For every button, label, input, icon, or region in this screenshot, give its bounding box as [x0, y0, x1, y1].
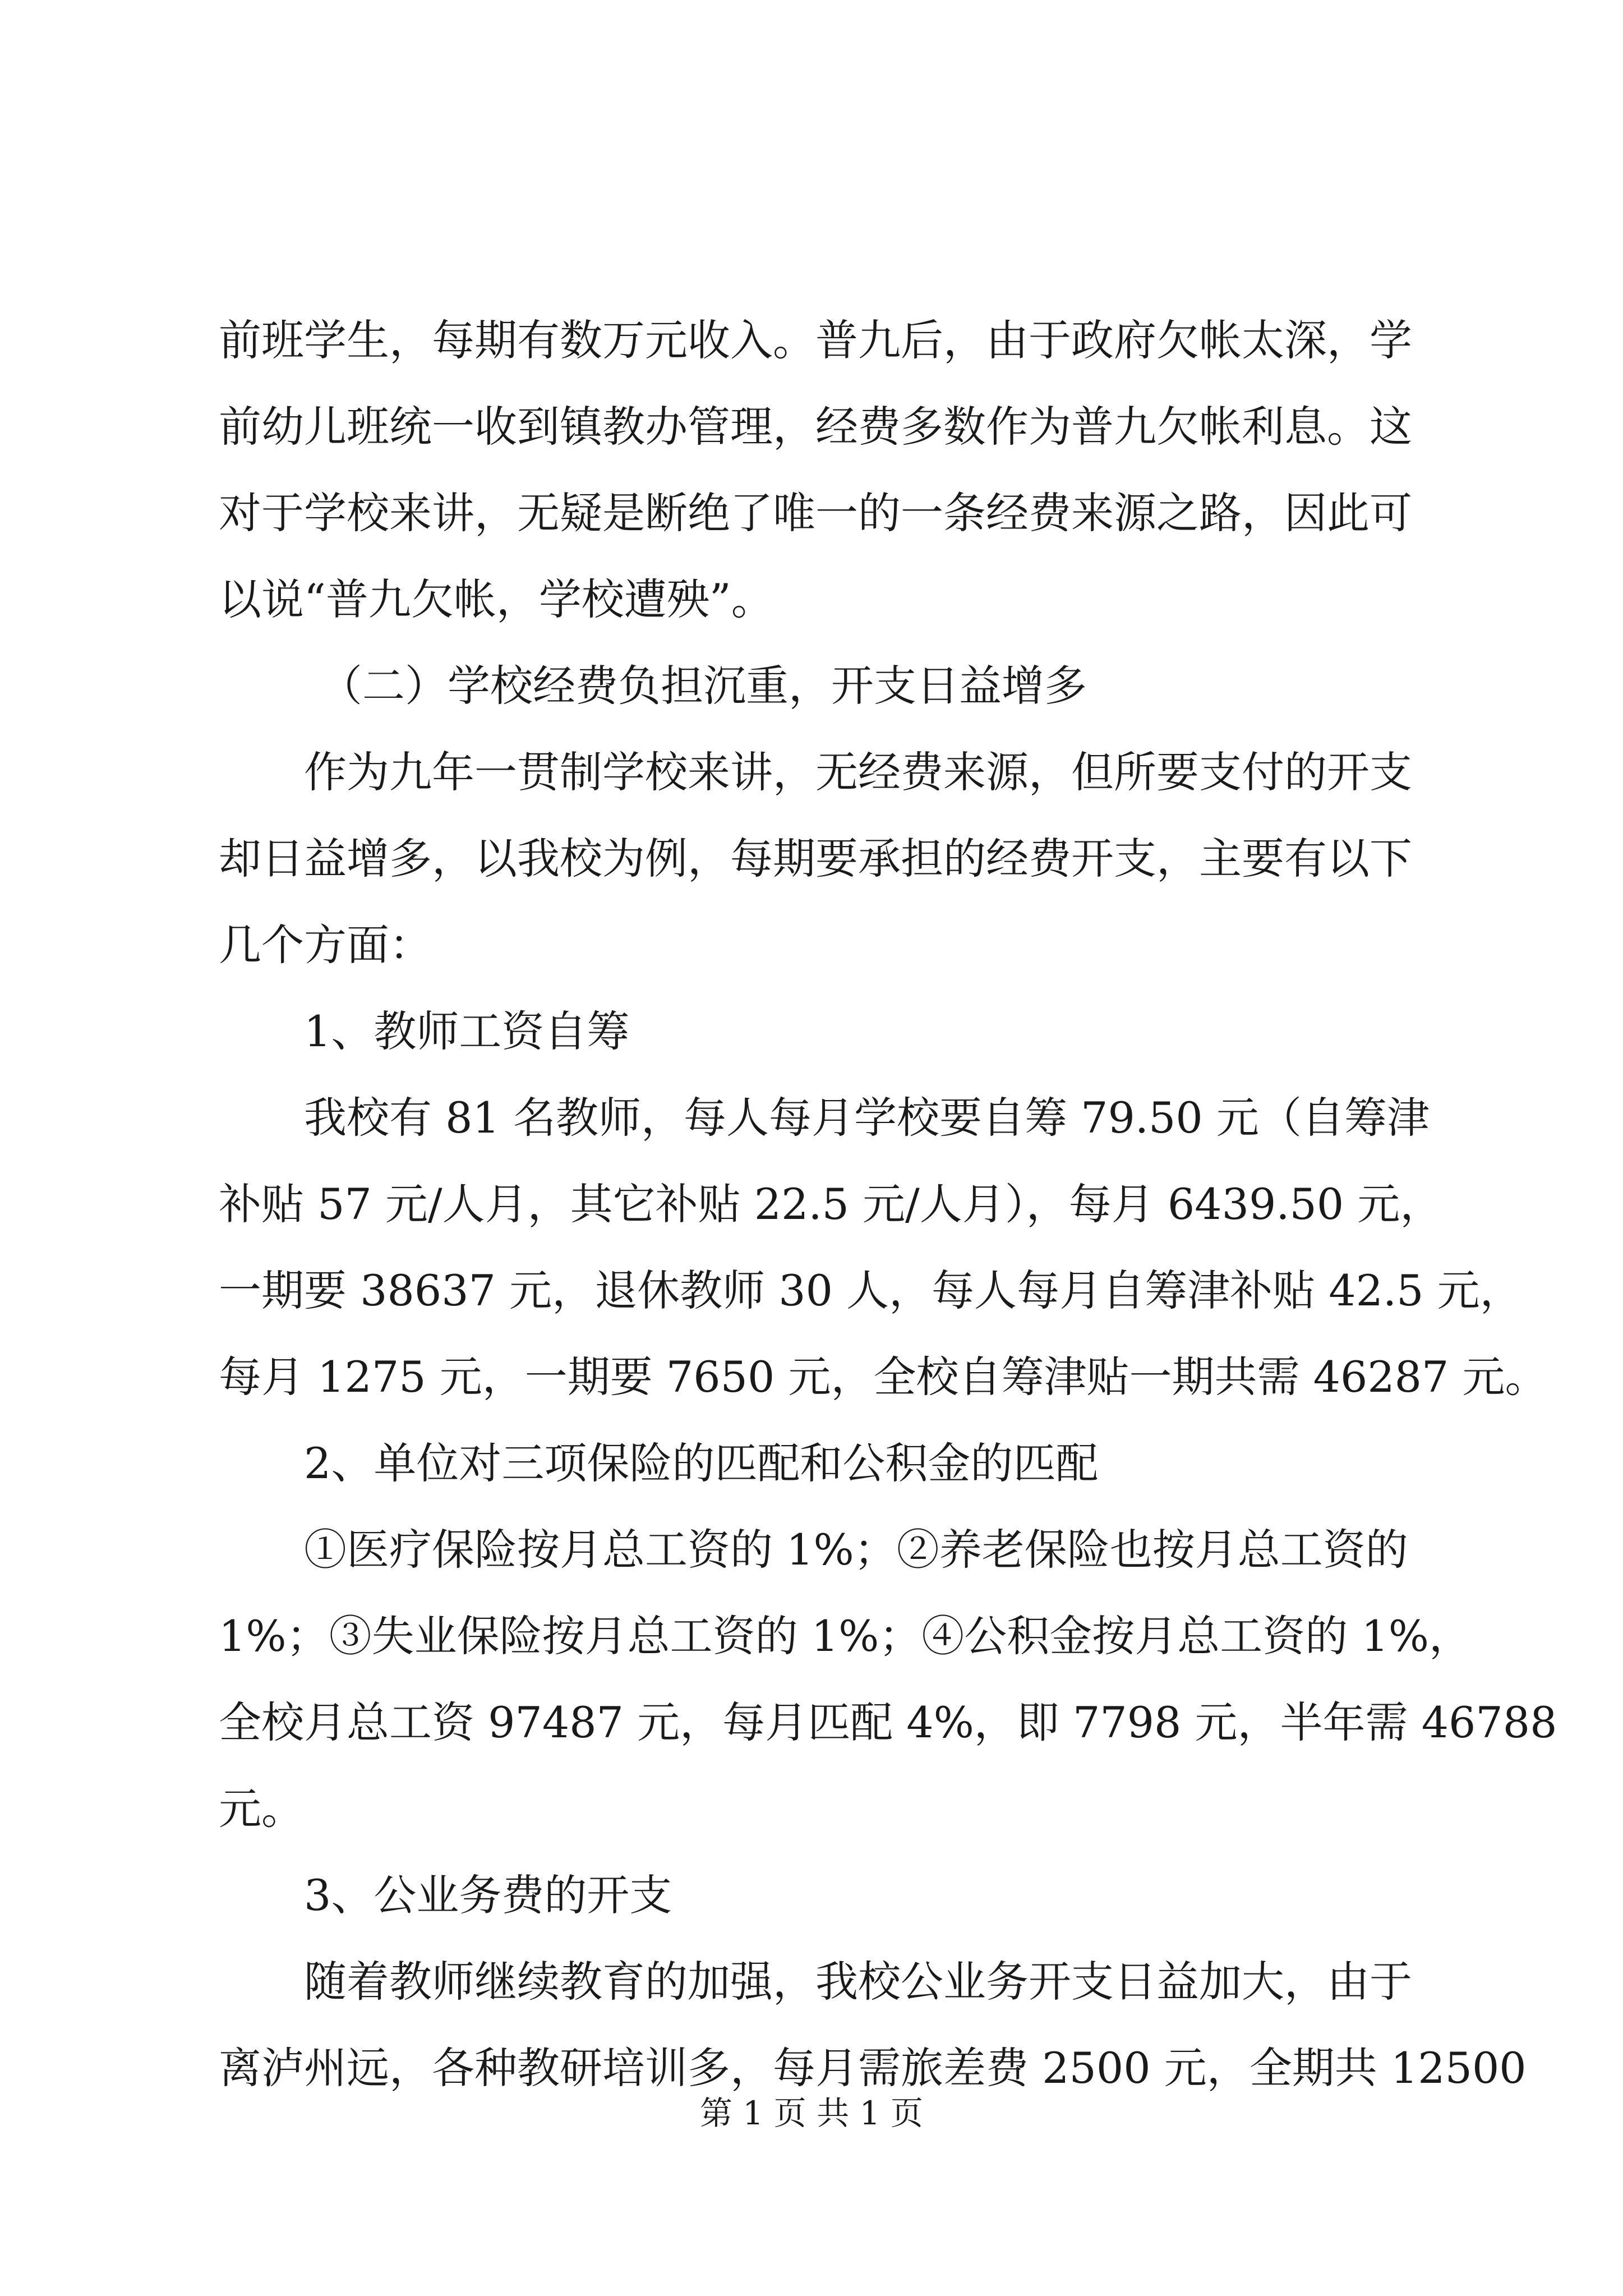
paragraph-line: 前幼儿班统一收到镇教办管理，经费多数作为普九欠帐利息。这 — [219, 402, 1412, 452]
paragraph-line: 元。 — [219, 1784, 304, 1834]
paragraph-line: 以说“普九欠帐，学校遭殃”。 — [219, 574, 774, 624]
paragraph-line: 几个方面： — [219, 920, 432, 970]
section-heading: （二）学校经费负担沉重，开支日益增多 — [320, 661, 1087, 711]
paragraph-line: 随着教师继续教育的加强，我校公业务开支日益加大，由于 — [304, 1957, 1412, 2007]
paragraph-line: 一期要 38637 元，退休教师 30 人，每人每月自筹津补贴 42.5 元， — [219, 1266, 1523, 1315]
subsection-heading: 3、公业务费的开支 — [304, 1870, 672, 1920]
paragraph-line: 作为九年一贯制学校来讲，无经费来源，但所要支付的开支 — [304, 747, 1412, 797]
paragraph-line: 前班学生，每期有数万元收入。普九后，由于政府欠帐太深，学 — [219, 315, 1412, 365]
paragraph-line: 补贴 57 元/人月，其它补贴 22.5 元/人月），每月 6439.50 元， — [219, 1179, 1443, 1229]
paragraph-line: 离泸州远，各种教研培训多，每月需旅差费 2500 元，全期共 12500 — [219, 2043, 1527, 2093]
paragraph-line: 每月 1275 元，一期要 7650 元，全校自筹津贴一期共需 46287 元。 — [219, 1352, 1548, 1402]
document-body — [219, 297, 1557, 2111]
paragraph-line: 对于学校来讲，无疑是断绝了唯一的一条经费来源之路，因此可 — [219, 488, 1412, 538]
paragraph-line: 却日益增多，以我校为例，每期要承担的经费开支，主要有以下 — [219, 834, 1412, 884]
paragraph-line: 全校月总工资 97487 元，每月匹配 4%，即 7798 元，半年需 46788 — [219, 1697, 1557, 1747]
paragraph-line: 1%；③失业保险按月总工资的 1%；④公积金按月总工资的 1%， — [219, 1611, 1472, 1661]
paragraph-line: 我校有 81 名教师，每人每月学校要自筹 79.50 元（自筹津 — [304, 1093, 1430, 1143]
subsection-heading: 1、教师工资自筹 — [304, 1006, 630, 1056]
subsection-heading: 2、单位对三项保险的匹配和公积金的匹配 — [304, 1438, 1099, 1488]
page-footer: 第 1 页 共 1 页 — [700, 2094, 923, 2132]
paragraph-line: ①医疗保险按月总工资的 1%；②养老保险也按月总工资的 — [304, 1525, 1408, 1575]
